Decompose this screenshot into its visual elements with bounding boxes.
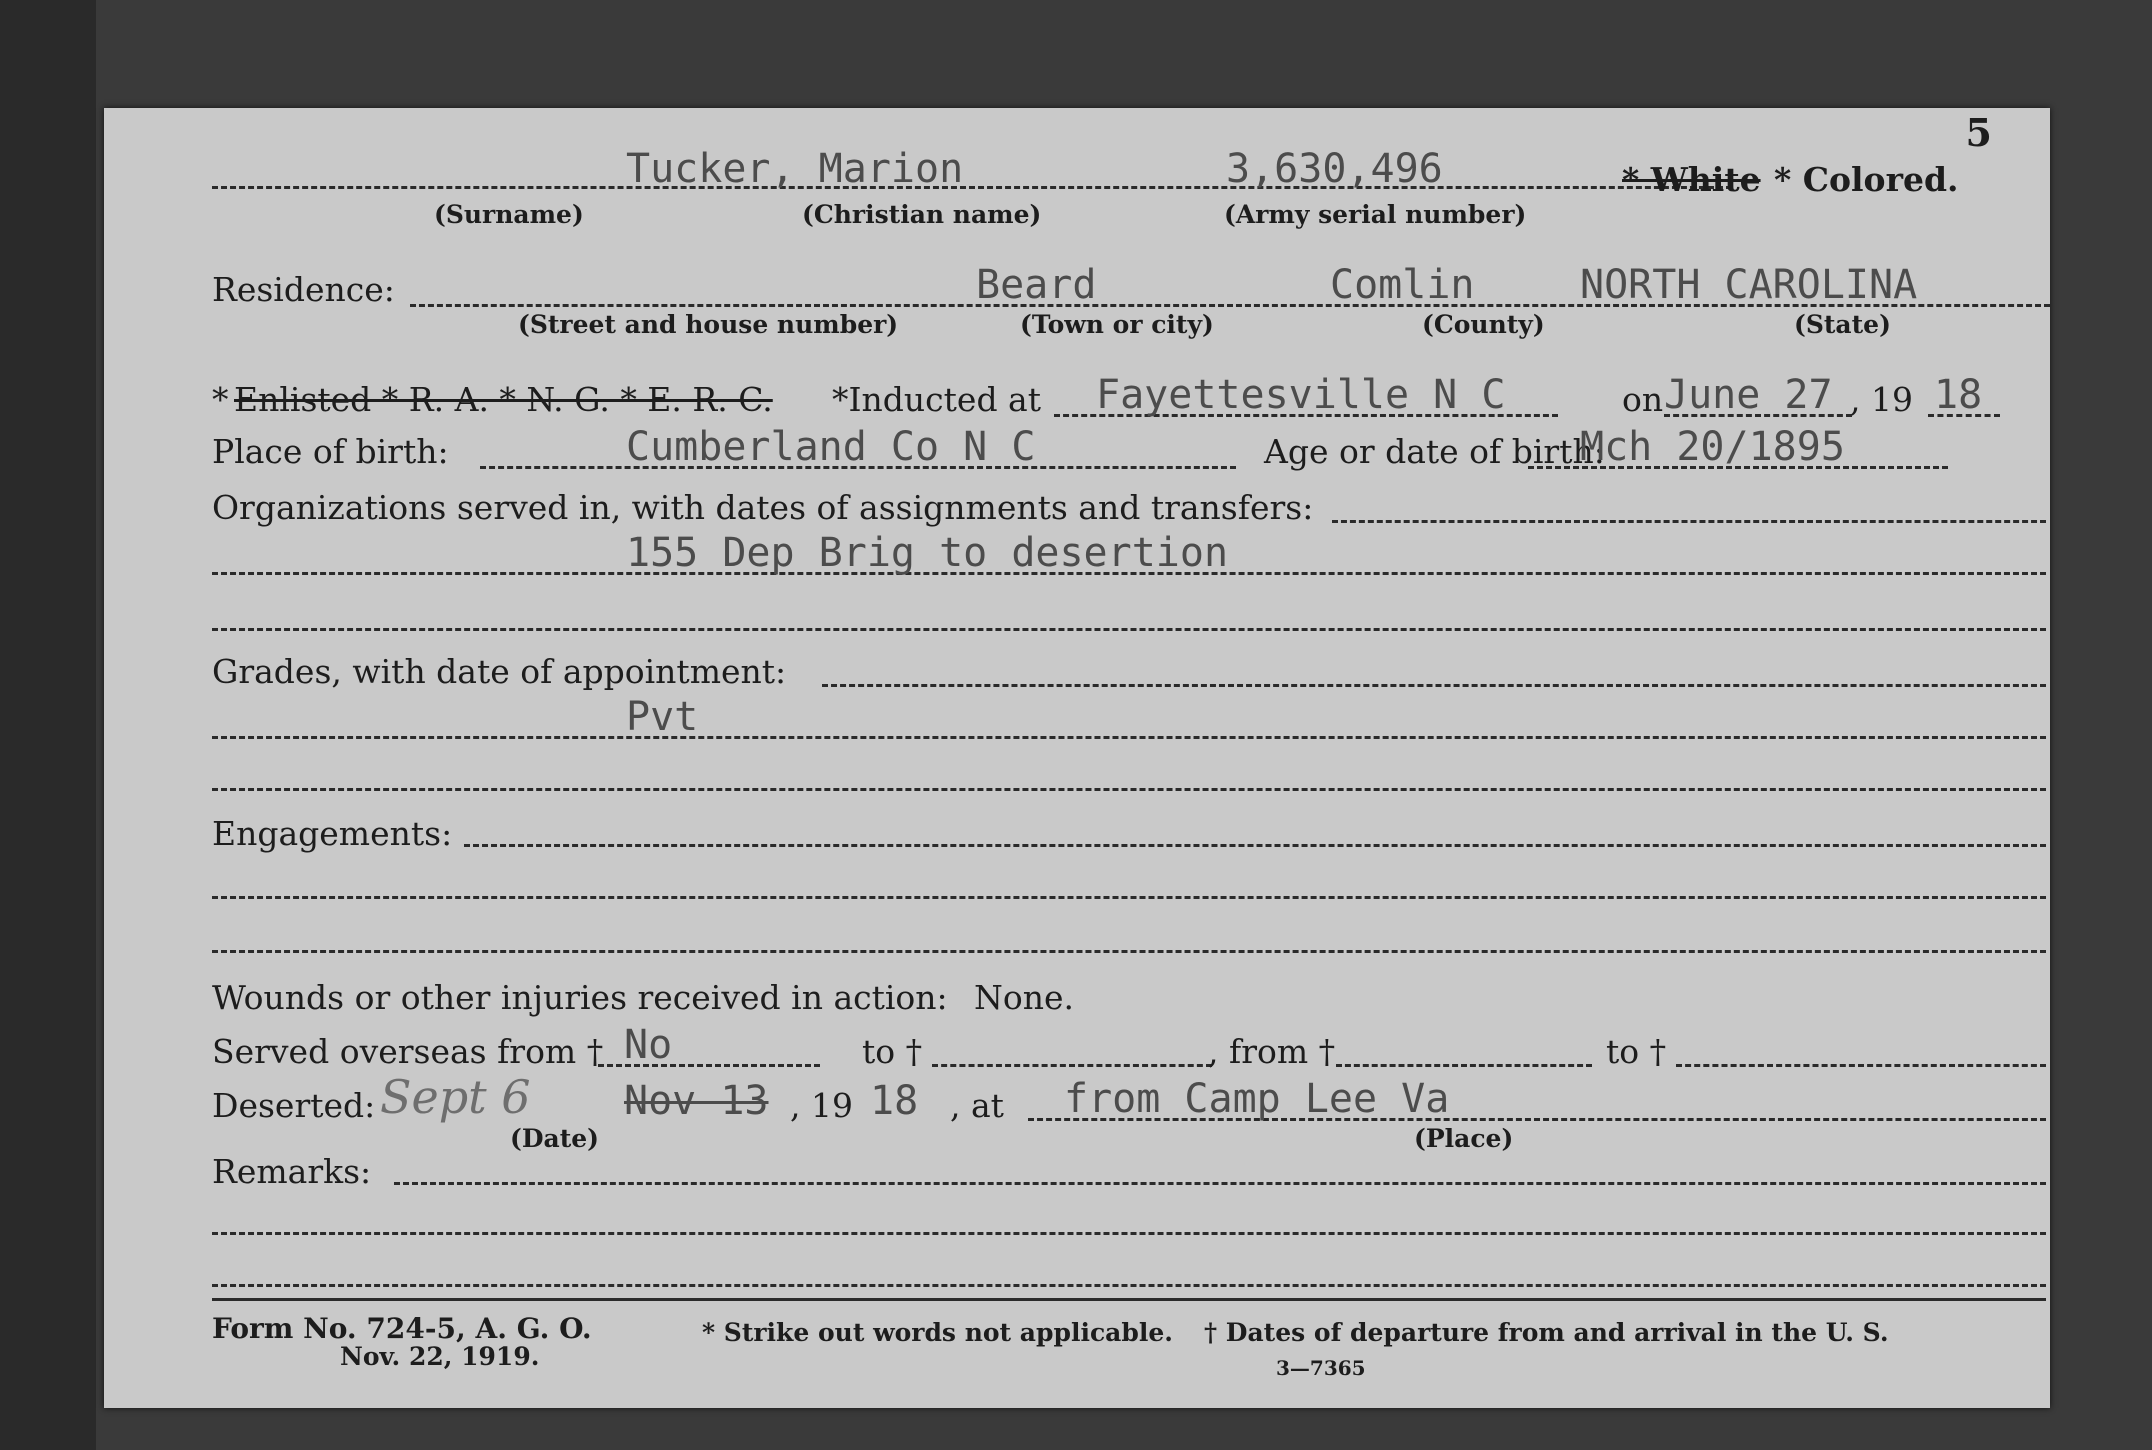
grades-value: Pvt: [626, 694, 699, 740]
inducted-label: *Inducted at: [832, 380, 1041, 419]
overseas-label: Served overseas from †: [212, 1032, 604, 1071]
card-number: 5: [1965, 110, 1992, 155]
grades-label: Grades, with date of appointment:: [212, 652, 787, 691]
deserted-year-prefix: , 19: [790, 1086, 853, 1125]
enlist-star: *: [212, 380, 229, 419]
overseas-to-line: [932, 1064, 1212, 1067]
date-caption: (Date): [510, 1124, 599, 1153]
county-caption: (County): [1422, 310, 1545, 339]
deserted-at-label: , at: [950, 1086, 1004, 1125]
engagements-line-1: [464, 844, 2046, 847]
enlistment-options-struck: Enlisted * R. A. * N. G. * E. R. C.: [234, 380, 773, 419]
residence-label: Residence:: [212, 270, 395, 309]
deserted-handwritten-date: Sept 6: [380, 1070, 531, 1124]
overseas-from-value: No: [624, 1022, 673, 1068]
overseas-to2-line: [1676, 1064, 2046, 1067]
overseas-to2-label: to †: [1606, 1032, 1667, 1071]
place-of-birth-value: Cumberland Co N C: [626, 424, 1036, 470]
organizations-line-3: [212, 628, 2046, 631]
record-card: [104, 108, 2050, 1408]
street-caption: (Street and house number): [518, 310, 899, 339]
wounds-label: Wounds or other injuries received in action:: [212, 978, 948, 1017]
inducted-place-value: Fayettesville N C: [1096, 372, 1506, 418]
deserted-struck-date: Nov 13: [624, 1078, 769, 1124]
deserted-place-value: from Camp Lee Va: [1064, 1076, 1450, 1122]
race-colored-option: * Colored.: [1774, 160, 1959, 199]
strike-out-note: * Strike out words not applicable.: [702, 1318, 1173, 1347]
town-caption: (Town or city): [1020, 310, 1214, 339]
serial-number-caption: (Army serial number): [1224, 200, 1527, 229]
residence-state-value: NORTH CAROLINA: [1580, 262, 1918, 308]
form-number: Form No. 724-5, A. G. O.: [212, 1312, 592, 1345]
remarks-line-3: [212, 1284, 2046, 1287]
age-value: Mch 20/1895: [1580, 424, 1845, 470]
form-date: Nov. 22, 1919.: [340, 1342, 540, 1371]
surname-name-value: Tucker, Marion: [626, 146, 964, 192]
left-film-edge: [0, 0, 96, 1450]
deserted-label: Deserted:: [212, 1086, 376, 1125]
christian-name-caption: (Christian name): [802, 200, 1042, 229]
residence-county-value: Comlin: [1330, 262, 1475, 308]
state-caption: (State): [1794, 310, 1891, 339]
grades-line-3: [212, 788, 2046, 791]
remarks-label: Remarks:: [212, 1152, 372, 1191]
grades-line-1: [822, 684, 2046, 687]
place-of-birth-label: Place of birth:: [212, 432, 449, 471]
race-white-option: * White: [1622, 160, 1761, 199]
grades-line-2: [212, 736, 2046, 739]
footer-rule: [212, 1298, 2046, 1301]
overseas-to-label: to †: [862, 1032, 923, 1071]
wounds-value: None.: [974, 978, 1075, 1017]
inducted-year-prefix: , 19: [1850, 380, 1913, 419]
inducted-date-value: June 27: [1664, 372, 1833, 418]
engagements-label: Engagements:: [212, 814, 453, 853]
overseas-from2-line: [1336, 1064, 1592, 1067]
residence-town-value: Beard: [976, 262, 1097, 308]
remarks-line-1: [394, 1182, 2046, 1185]
engagements-line-3: [212, 950, 2046, 953]
age-label: Age or date of birth:: [1264, 432, 1605, 471]
engagements-line-2: [212, 896, 2046, 899]
name-line: [212, 186, 1732, 189]
overseas-from2-label: , from †: [1208, 1032, 1336, 1071]
serial-number-value: 3,630,496: [1226, 146, 1443, 192]
organizations-label: Organizations served in, with dates of assignments and transfers:: [212, 488, 1314, 527]
dates-note: † Dates of departure from and arrival in the U. S.: [1204, 1318, 1889, 1347]
surname-caption: (Surname): [434, 200, 584, 229]
print-code: 3—7365: [1276, 1356, 1366, 1380]
deserted-year-value: 18: [870, 1078, 919, 1124]
organizations-line-1: [1332, 520, 2046, 523]
place-caption: (Place): [1414, 1124, 1514, 1153]
organizations-value: 155 Dep Brig to desertion: [626, 530, 1229, 576]
inducted-year-value: 18: [1934, 372, 1983, 418]
on-label: on: [1622, 380, 1664, 419]
remarks-line-2: [212, 1232, 2046, 1235]
